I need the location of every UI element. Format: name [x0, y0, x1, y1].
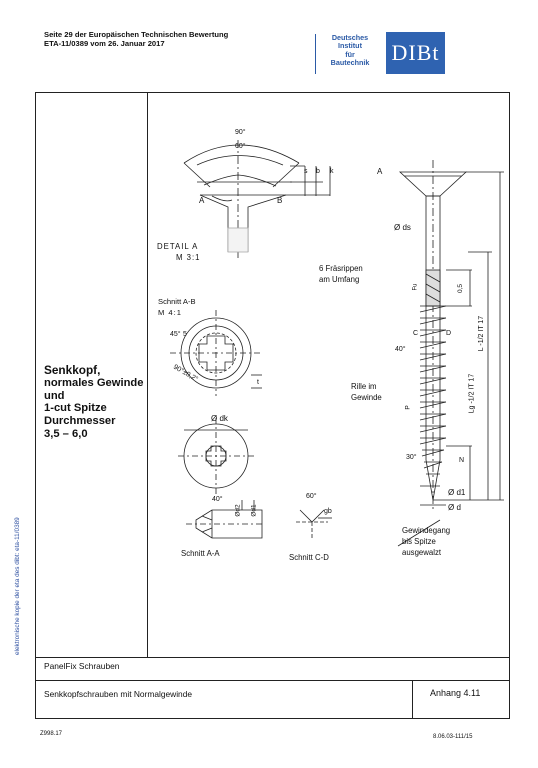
detail-angle-90: 90°: [235, 129, 246, 136]
screw-angle-30: 30°: [406, 454, 417, 461]
screw-n-label: N: [459, 457, 465, 464]
left-title-line-6: 3,5 – 6,0: [44, 427, 88, 440]
screw-length-l: L -1/2 IT 17: [478, 315, 486, 352]
section-ab-angle-5: 5: [183, 331, 187, 338]
detail-b-label: b: [316, 168, 320, 175]
title-block-annex: Anhang 4.11: [430, 688, 481, 698]
thread-label-2: bis Spitze: [402, 537, 436, 546]
title-block-product: PanelFix Schrauben: [44, 661, 120, 671]
groove-label-1: Rille im: [351, 382, 377, 391]
left-title-line-2: normales Gewinde: [44, 376, 144, 389]
section-ab-angle-90: 90°±0,2°: [172, 363, 199, 384]
footer-left: Z998.17: [40, 731, 63, 737]
logo-line-1: Deutsches: [331, 33, 369, 42]
section-cd-angle-60: 60°: [306, 493, 317, 500]
screw-rib-05-label: 0,5: [457, 283, 465, 294]
screw-p-label: P: [404, 405, 412, 410]
head-top-view: [178, 418, 254, 494]
detail-a-drawing: [184, 140, 330, 258]
left-title-line-1: Senkkopf,: [44, 363, 101, 377]
screw-length-lg: Lg -1/2 IT 17: [468, 373, 476, 414]
screw-c-label: C: [413, 330, 419, 337]
screw-d-label: D: [446, 330, 452, 337]
footer-right: 8.06.03-111/15: [433, 734, 473, 740]
logo-line-3: für: [345, 49, 355, 59]
section-aa-title: Schnitt A-A: [181, 549, 220, 558]
title-block-description: Senkkopfschrauben mit Normalgewinde: [44, 689, 193, 699]
section-cd-title: Schnitt C-D: [289, 553, 329, 562]
ribs-label-1: 6 Fräsrippen: [319, 264, 363, 273]
screw-angle-40: 40°: [395, 346, 406, 353]
groove-label-2: Gewinde: [351, 393, 382, 402]
thread-label-1: Gewindegang: [402, 526, 451, 535]
section-aa-d1-label: Ød1: [250, 504, 258, 517]
detail-angle-60: 60°: [235, 143, 246, 150]
section-ab-t-label: t: [257, 379, 259, 386]
header-page-line: Seite 29 der Europäischen Technischen Bewertung: [44, 30, 229, 39]
screw-d-dia-label: Ø d: [448, 503, 461, 512]
detail-a-title: DETAIL A: [157, 242, 199, 251]
section-ab-title: Schnitt A-B: [158, 297, 196, 306]
section-cd-gb-label: gb: [324, 508, 332, 515]
left-title-line-4: 1-cut Spitze: [44, 402, 107, 415]
detail-s-label: s: [304, 168, 308, 175]
section-ab-angle-45: 45°: [170, 331, 181, 338]
logo-line-4: Bautechnik: [330, 58, 370, 68]
detail-b-right-label: B: [277, 196, 283, 205]
head-dk-label: Ø dk: [211, 414, 228, 423]
screw-ds-label: Ø ds: [394, 223, 411, 232]
detail-a-left-label: A: [199, 196, 205, 205]
header-eta-line: ETA-11/0389 vom 26. Januar 2017: [44, 39, 165, 48]
side-note: elektronische kopie der eta des dibt: eta-11/0389: [14, 517, 21, 655]
section-aa-d2-label: Ød2: [234, 504, 242, 517]
screw-d1-label: Ø d1: [448, 488, 466, 497]
detail-scale: M 3:1: [176, 253, 201, 262]
logo-line-2: Institut: [338, 41, 362, 51]
section-aa-angle-40: 40°: [212, 496, 223, 503]
screw-a-label: A: [377, 167, 383, 176]
ribs-label-2: am Umfang: [319, 275, 360, 284]
left-title-line-3: und: [44, 389, 65, 402]
detail-k-label: k: [330, 168, 334, 175]
thread-label-3: ausgewalzt: [402, 548, 442, 557]
logo-mark: DIBt: [386, 32, 445, 74]
left-title-line-5: Durchmesser: [44, 415, 116, 428]
section-ab-drawing: [170, 310, 262, 396]
screw-fu-label: Fu: [412, 283, 419, 291]
section-ab-scale: M 4:1: [158, 308, 182, 317]
